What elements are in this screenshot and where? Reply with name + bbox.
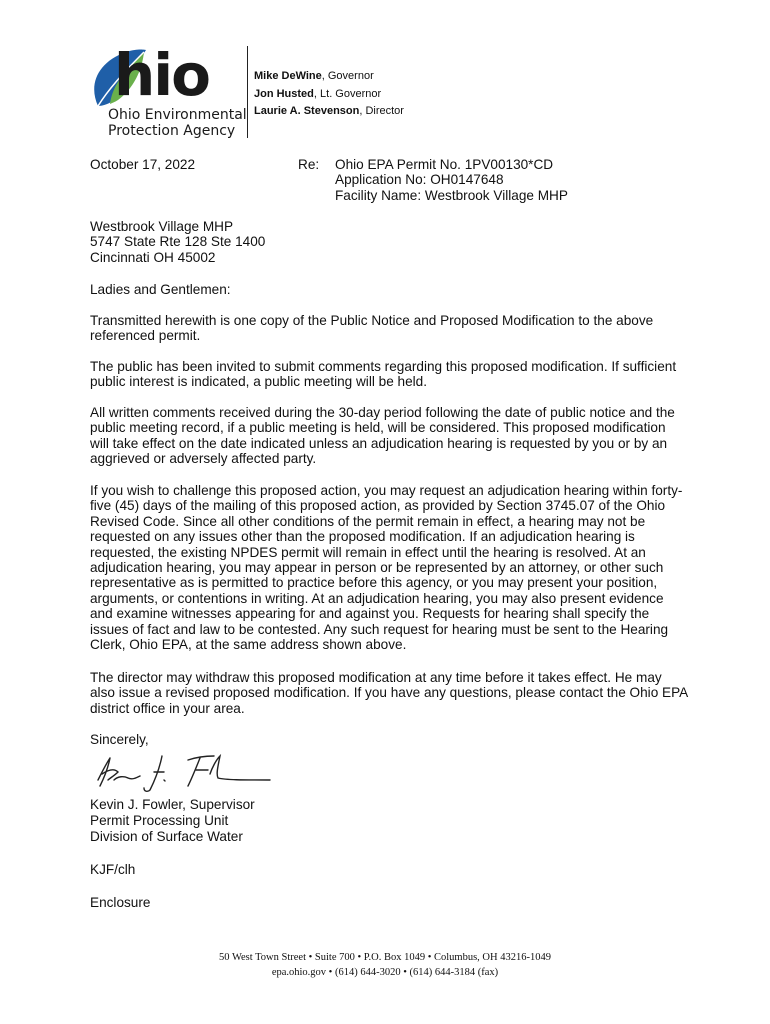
letter-date: October 17, 2022: [90, 157, 196, 172]
reference-initials: KJF/clh: [90, 862, 136, 877]
official-lt-governor: Jon Husted, Lt. Governor: [254, 87, 382, 100]
re-block: [335, 157, 568, 203]
signer-block: [90, 797, 255, 844]
closing: Sincerely,: [90, 732, 149, 747]
enclosure-note: Enclosure: [90, 895, 151, 910]
official-governor: Mike DeWine, Governor: [254, 70, 374, 82]
body-paragraph-1: Transmitted herewith is one copy of the Public Notice and Proposed Modification to the above referenced permit.: [90, 313, 654, 344]
footer-address: 50 West Town Street • Suite 700 • P.O. Box 1049 • Columbus, OH 43216-1049: [219, 952, 551, 963]
officials-list: [254, 68, 404, 121]
re-label: Re:: [298, 157, 320, 172]
recipient-city: Cincinnati OH 45002: [90, 249, 216, 265]
letterhead-footer: [0, 950, 770, 980]
handwritten-signature: [92, 750, 282, 794]
body-paragraph-4: If you wish to challenge this proposed action, you may request an adjudication hearing within forty-five (45) days of the mailing of this proposed action, as provided by Section 3745.07 of the Ohio Revised Code. Since all other conditions of the permit remain in effect, a hearing may not be requested on any issues other than the proposed modification. If an adjudication hearing is requested, the existing NPDES permit will remain in effect until the hearing is resolved. At an adjudication hearing, you may appear in person or be represented by an attorney, or other such representative as is permitted to practice before this agency, or you may present your position, arguments, or contentions in writing. At an adjudication hearing, you may also present evidence and examine witnesses appearing for and against you. Requests for hearing shall specify the issues of fact and law to be contested. Any such request for hearing must be sent to the Hearing Clerk, Ohio EPA, at the same address shown above.: [90, 483, 683, 653]
body-paragraph-3: All written comments received during the 30-day period following the date of public notice and the public meeting record, if a public meeting is held, will be considered. This proposed modification will take effect on the date indicated unless an adjudication hearing is requested by you or by an aggrieved or adversely affected party.: [90, 405, 675, 467]
letterhead-divider: [247, 46, 248, 138]
signer-unit: Permit Processing Unit: [90, 812, 229, 828]
body-paragraph-5: The director may withdraw this proposed modification at any time before it takes effect. He may also issue a revised proposed modification. If you have any questions, please contact the Ohio EPA district office in your area.: [90, 670, 688, 716]
ohio-epa-logo: [88, 41, 247, 140]
re-permit-number: Ohio EPA Permit No. 1PV00130*CD: [335, 157, 554, 172]
official-director: Laurie A. Stevenson, Director: [254, 105, 404, 117]
logo-subtitle-line1: Ohio Environmental: [108, 107, 247, 123]
recipient-name: Westbrook Village MHP: [90, 219, 234, 234]
re-facility-name: Facility Name: Westbrook Village MHP: [335, 187, 568, 203]
logo-wordmark: hio: [114, 41, 210, 109]
signer-name: Kevin J. Fowler, Supervisor: [90, 797, 255, 812]
footer-contact: epa.ohio.gov • (614) 644-3020 • (614) 644-3184 (fax): [271, 967, 499, 978]
recipient-street: 5747 State Rte 128 Ste 1400: [90, 234, 266, 250]
body-paragraph-2: The public has been invited to submit comments regarding this proposed modification. If sufficient public interest is indicated, a public meeting will be held.: [90, 359, 677, 390]
re-application-number: Application No: OH0147648: [335, 172, 504, 188]
logo-subtitle-line2: Protection Agency: [108, 123, 236, 139]
salutation: Ladies and Gentlemen:: [90, 282, 231, 297]
signer-division: Division of Surface Water: [90, 828, 243, 844]
recipient-address: [90, 219, 265, 265]
